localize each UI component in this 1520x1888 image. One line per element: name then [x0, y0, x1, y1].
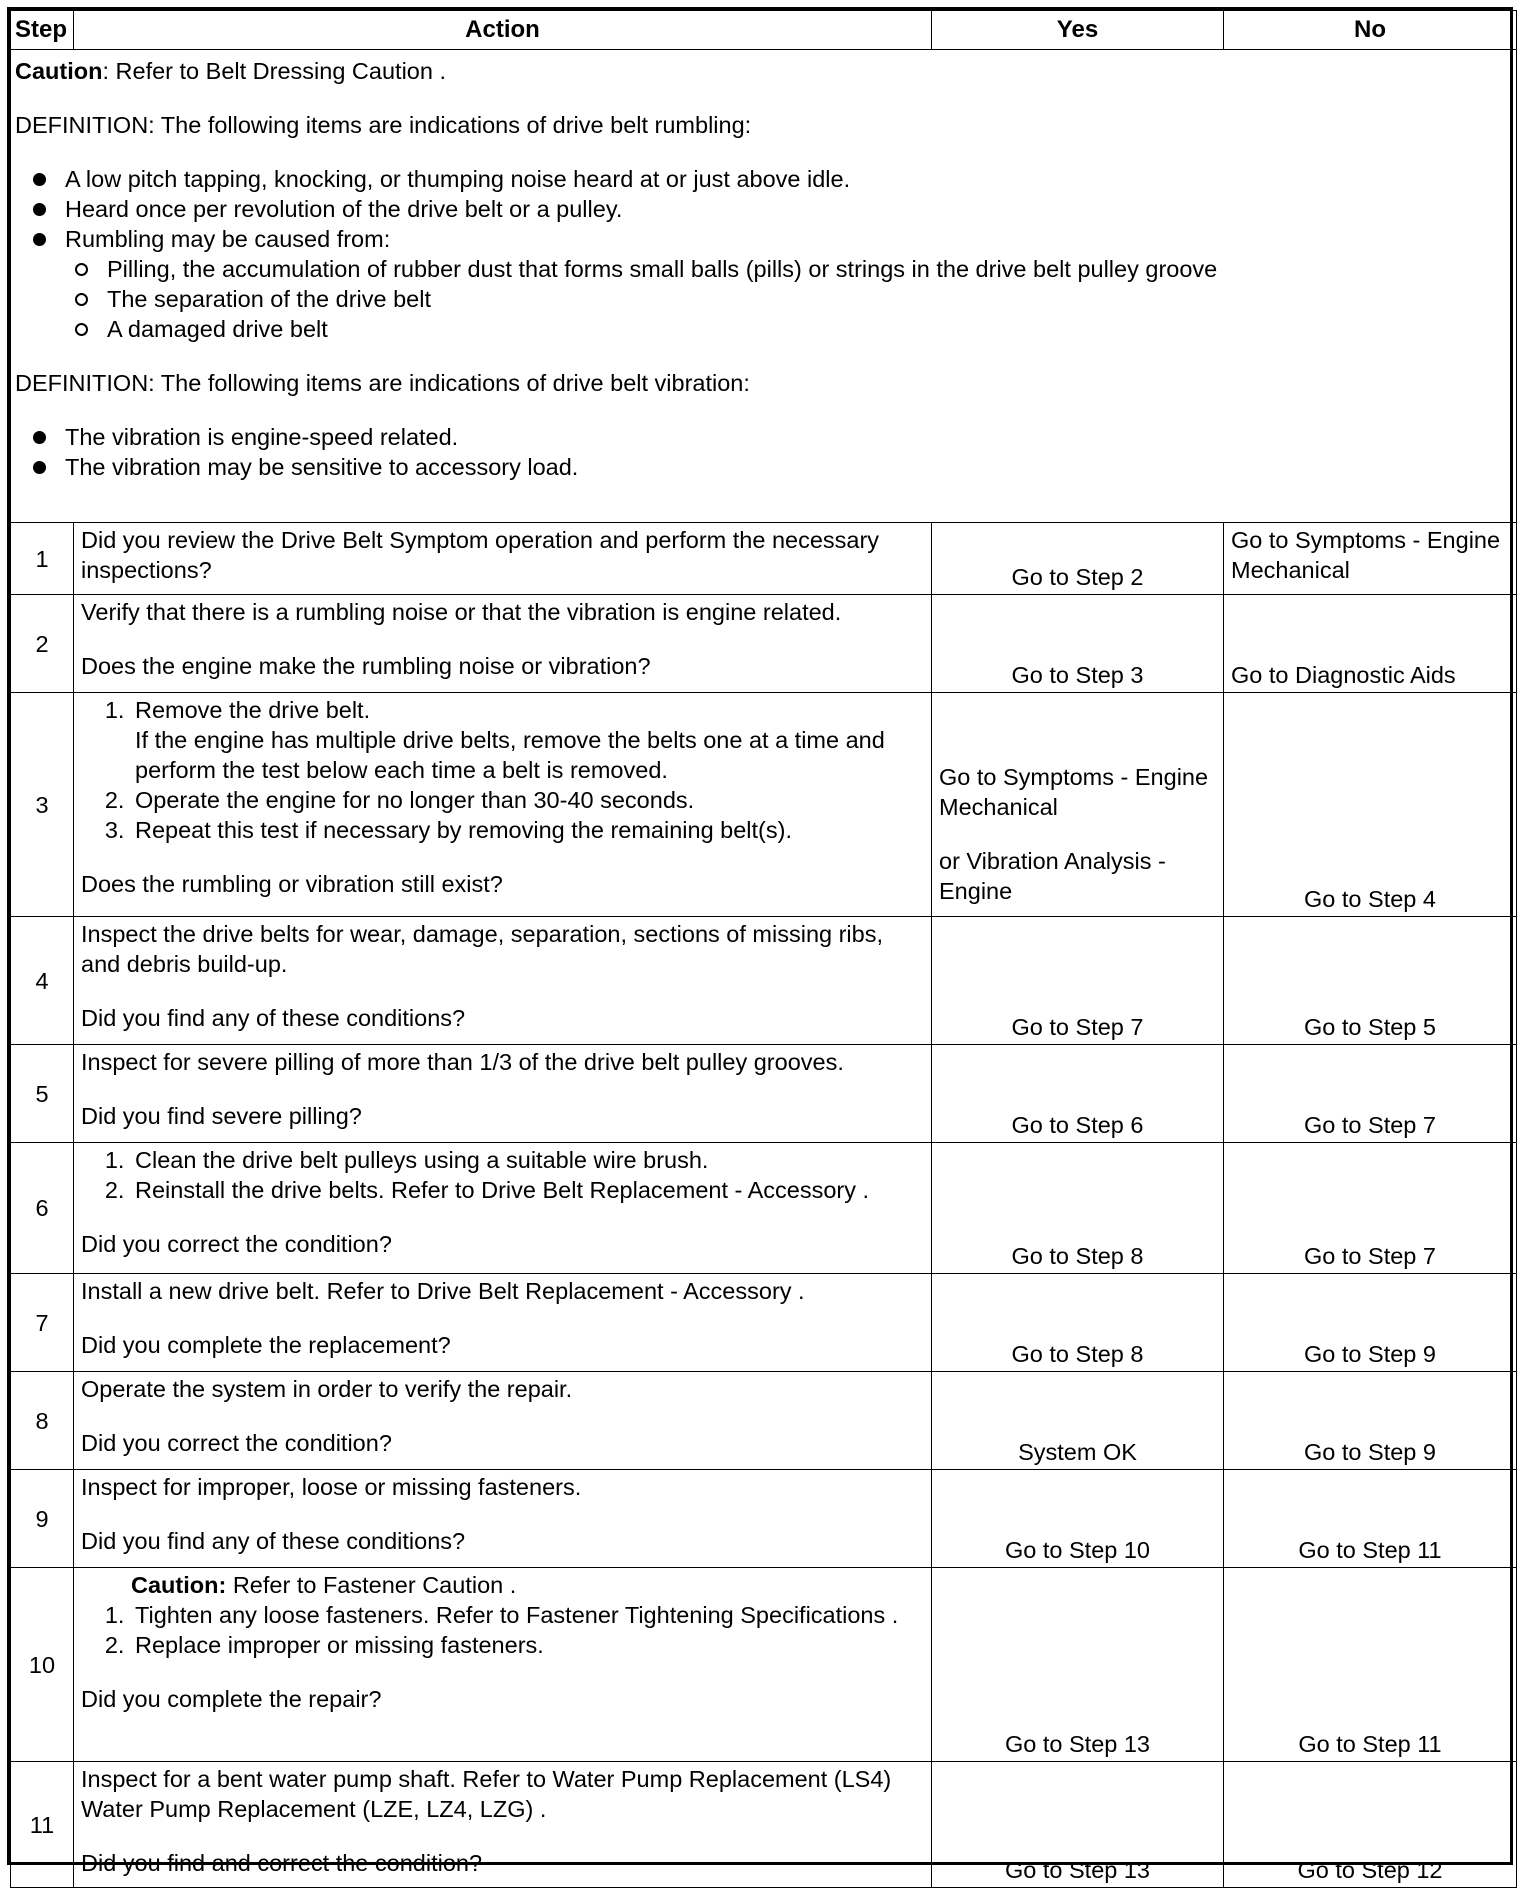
yes-cell — [932, 693, 1224, 917]
action-steps — [81, 1600, 924, 1660]
no-result: Go to Step 11 — [1224, 1568, 1517, 1762]
no-result: Go to Step 9 — [1224, 1274, 1517, 1372]
step-number: 2 — [11, 595, 74, 693]
action-question: Did you complete the replacement? — [81, 1332, 451, 1358]
list-item: Heard once per revolution of the drive belt or a pulley. — [33, 194, 1512, 224]
action-question: Did you find any of these conditions? — [81, 1528, 466, 1554]
yes-result-alt: or Vibration Analysis - Engine — [939, 847, 1166, 904]
diagnostic-table-document — [7, 7, 1513, 1883]
step-number: 10 — [11, 1568, 74, 1762]
no-result: Go to Symptoms - Engine Mechanical — [1224, 523, 1517, 595]
no-result: Go to Diagnostic Aids — [1224, 595, 1517, 693]
action-steps — [81, 695, 924, 845]
table-row — [11, 595, 1517, 693]
table-row — [11, 1045, 1517, 1143]
step-number: 6 — [11, 1143, 74, 1274]
list-item: The vibration may be sensitive to accessory load. — [33, 452, 1512, 482]
yes-result: Go to Step 3 — [932, 595, 1224, 693]
caution-label: Caution: — [131, 1572, 227, 1598]
step-number: 11 — [11, 1762, 74, 1888]
action-question: Did you find and correct the condition? — [81, 1850, 483, 1876]
table-row — [11, 1568, 1517, 1762]
table-row — [11, 1143, 1517, 1274]
list-item: 3. Repeat this test if necessary by removing the remaining belt(s). — [131, 815, 924, 845]
list-item: A damaged drive belt — [75, 314, 1512, 344]
rumbling-list — [15, 164, 1512, 344]
step-number: 1 — [11, 523, 74, 595]
yes-result: Go to Step 10 — [932, 1470, 1224, 1568]
action-cell — [74, 595, 932, 693]
action-text: Install a new drive belt. Refer to Drive Belt Replacement - Accessory . — [81, 1278, 805, 1304]
table-row — [11, 1274, 1517, 1372]
header-row — [11, 11, 1517, 50]
list-item-text: Remove the drive belt. — [135, 697, 371, 723]
step-number: 7 — [11, 1274, 74, 1372]
action-question: Did you correct the condition? — [81, 1430, 392, 1456]
action-cell — [74, 1045, 932, 1143]
action-cell — [74, 1762, 932, 1888]
yes-result: Go to Symptoms - Engine Mechanical — [939, 763, 1209, 820]
action-question: Does the rumbling or vibration still exist? — [81, 871, 503, 897]
vibration-list — [15, 422, 1512, 482]
list-item — [33, 224, 1512, 344]
step-caution — [81, 1570, 924, 1600]
yes-result: Go to Step 13 — [932, 1568, 1224, 1762]
table-row — [11, 917, 1517, 1045]
intro-row — [11, 50, 1517, 523]
list-item: 1. Tighten any loose fasteners. Refer to Fastener Tightening Specifications . — [131, 1600, 924, 1630]
header-no: No — [1224, 11, 1517, 50]
table-row — [11, 693, 1517, 917]
action-cell — [74, 693, 932, 917]
list-item-subtext: If the engine has multiple drive belts, remove the belts one at a time and perform the test below each time a belt is removed. — [135, 727, 885, 783]
intro-caution — [15, 56, 1512, 86]
action-cell — [74, 1470, 932, 1568]
no-result: Go to Step 12 — [1224, 1762, 1517, 1888]
list-item: 2. Operate the engine for no longer than 30-40 seconds. — [131, 785, 924, 815]
step-number: 3 — [11, 693, 74, 917]
table-row — [11, 1470, 1517, 1568]
action-steps — [81, 1145, 924, 1205]
list-item: A low pitch tapping, knocking, or thumping noise heard at or just above idle. — [33, 164, 1512, 194]
step-number: 8 — [11, 1372, 74, 1470]
table-row — [11, 523, 1517, 595]
step-number: 4 — [11, 917, 74, 1045]
list-item: The vibration is engine-speed related. — [33, 422, 1512, 452]
yes-result: Go to Step 8 — [932, 1274, 1224, 1372]
action-text: Inspect for a bent water pump shaft. Refer to Water Pump Replacement (LS4) Water Pump Replacement (LZE, LZ4, LZG) . — [81, 1766, 892, 1822]
list-item: 2. Replace improper or missing fasteners. — [131, 1630, 924, 1660]
action-question: Did you find any of these conditions? — [81, 1005, 466, 1031]
caution-text: Refer to Fastener Caution . — [226, 1572, 517, 1598]
yes-result: Go to Step 6 — [932, 1045, 1224, 1143]
diagnostic-table — [10, 10, 1517, 1888]
yes-result: Go to Step 13 — [932, 1762, 1224, 1888]
step-number: 9 — [11, 1470, 74, 1568]
action-text: Operate the system in order to verify the repair. — [81, 1376, 573, 1402]
caution-label: Caution — [15, 58, 103, 84]
action-cell — [74, 1568, 932, 1762]
caution-text: : Refer to Belt Dressing Caution . — [102, 58, 446, 84]
list-item: 2. Reinstall the drive belts. Refer to Drive Belt Replacement - Accessory . — [131, 1175, 924, 1205]
action-question: Did you correct the condition? — [81, 1231, 392, 1257]
action-text: Did you review the Drive Belt Symptom operation and perform the necessary inspections? — [74, 523, 932, 595]
step-number: 5 — [11, 1045, 74, 1143]
list-item: 1. Clean the drive belt pulleys using a suitable wire brush. — [131, 1145, 924, 1175]
list-item — [131, 695, 924, 785]
definition-rumbling: DEFINITION: The following items are indications of drive belt rumbling: — [15, 112, 752, 138]
table-row — [11, 1762, 1517, 1888]
no-result: Go to Step 11 — [1224, 1470, 1517, 1568]
no-result: Go to Step 9 — [1224, 1372, 1517, 1470]
action-question: Did you find severe pilling? — [81, 1103, 362, 1129]
action-cell — [74, 917, 932, 1045]
table-row — [11, 1372, 1517, 1470]
action-text: Inspect for improper, loose or missing fasteners. — [81, 1474, 582, 1500]
action-question: Did you complete the repair? — [81, 1686, 382, 1712]
header-action: Action — [74, 11, 932, 50]
yes-result: Go to Step 8 — [932, 1143, 1224, 1274]
action-cell — [74, 1274, 932, 1372]
header-yes: Yes — [932, 11, 1224, 50]
action-cell — [74, 1143, 932, 1274]
no-result: Go to Step 4 — [1224, 693, 1517, 917]
list-item-label: Rumbling may be caused from: — [65, 226, 391, 252]
causes-list — [65, 254, 1512, 344]
action-text: Verify that there is a rumbling noise or that the vibration is engine related. — [81, 599, 842, 625]
yes-result: Go to Step 2 — [932, 523, 1224, 595]
action-question: Does the engine make the rumbling noise or vibration? — [81, 653, 651, 679]
yes-result: System OK — [932, 1372, 1224, 1470]
no-result: Go to Step 7 — [1224, 1045, 1517, 1143]
no-result: Go to Step 5 — [1224, 917, 1517, 1045]
action-cell — [74, 1372, 932, 1470]
list-item: The separation of the drive belt — [75, 284, 1512, 314]
no-result: Go to Step 7 — [1224, 1143, 1517, 1274]
intro-cell — [11, 50, 1517, 523]
definition-vibration: DEFINITION: The following items are indications of drive belt vibration: — [15, 370, 750, 396]
action-text: Inspect the drive belts for wear, damage, separation, sections of missing ribs, and debris build-up. — [81, 921, 884, 977]
list-item: Pilling, the accumulation of rubber dust that forms small balls (pills) or strings in the drive belt pulley groove — [75, 254, 1512, 284]
action-text: Inspect for severe pilling of more than 1/3 of the drive belt pulley grooves. — [81, 1049, 844, 1075]
header-step: Step — [11, 11, 74, 50]
yes-result: Go to Step 7 — [932, 917, 1224, 1045]
